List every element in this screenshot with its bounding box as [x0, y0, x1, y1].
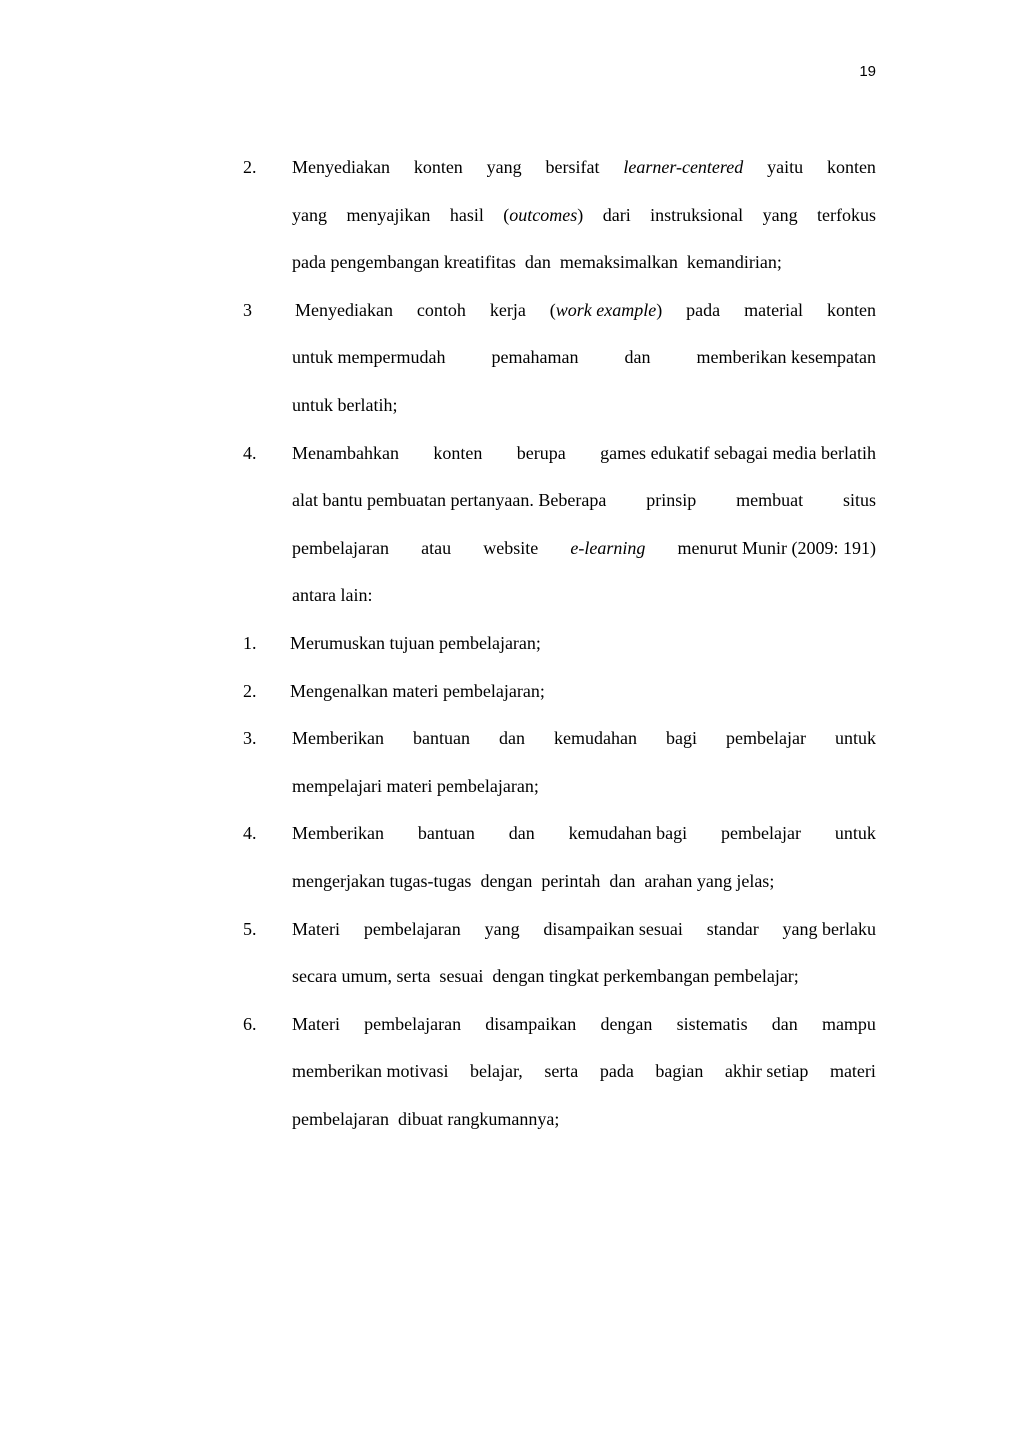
word: serta	[544, 1061, 579, 1082]
list-item-number: 6.	[243, 1013, 257, 1034]
word: Mengenalkan materi pembelajaran;	[290, 680, 545, 701]
word: dengan	[600, 1013, 653, 1034]
word: konten	[826, 157, 876, 177]
word: mengerjakan tugas-tugas dengan perintah dan arahan yang jelas;	[292, 870, 775, 891]
list-item	[243, 715, 876, 810]
word: untuk	[834, 823, 876, 844]
word: pembelajaran	[292, 537, 389, 558]
word: website	[483, 537, 539, 558]
word: berupa	[516, 442, 566, 463]
word: memberikan motivasi	[292, 1061, 449, 1082]
word: konten	[413, 157, 463, 177]
word: bantuan	[417, 823, 475, 844]
word: materi	[829, 1061, 876, 1082]
word: pembelajaran dibuat rangkumannya;	[292, 1108, 560, 1129]
word: contoh	[416, 299, 466, 320]
text-line	[292, 715, 876, 763]
word: Menambahkan	[292, 442, 399, 463]
list-item	[243, 430, 876, 620]
word: dan	[508, 823, 535, 844]
list-item-number: 1.	[243, 632, 257, 653]
word: pada	[599, 1061, 634, 1082]
text-line	[292, 239, 876, 287]
text-line	[290, 620, 876, 668]
word: mempelajari materi pembelajaran;	[292, 775, 539, 796]
word: instruksional	[650, 204, 744, 225]
document-body	[243, 144, 876, 1143]
page-number: 19	[859, 63, 876, 80]
word: akhir setiap	[724, 1061, 809, 1082]
text-line	[292, 144, 876, 192]
italic-term-wrapper: (work example)	[549, 299, 663, 320]
list-item-number: 2.	[243, 157, 257, 177]
word: menyajikan	[346, 204, 431, 225]
word: terfokus	[817, 204, 876, 225]
word: pada pengembangan kreatifitas dan memaksimalkan kemandirian;	[292, 252, 782, 273]
list-item	[243, 287, 876, 430]
italic-term: learner-centered	[623, 157, 744, 177]
list-item	[243, 810, 876, 905]
text-line	[292, 1001, 876, 1049]
word: pembelajaran	[363, 918, 461, 939]
list-item	[243, 668, 876, 716]
word: dan	[498, 728, 525, 749]
word: yang	[484, 918, 520, 939]
text-line	[292, 858, 876, 906]
italic-term: work example	[555, 299, 657, 320]
text-line	[292, 810, 876, 858]
word: dan	[771, 1013, 798, 1034]
text-line	[292, 572, 876, 620]
list-item-number: 3.	[243, 728, 257, 749]
word: bantuan	[412, 728, 470, 749]
list-item	[243, 620, 876, 668]
text-line	[292, 953, 876, 1001]
word: pemahaman	[491, 347, 579, 368]
list-item-number: 5.	[243, 918, 257, 939]
word: Materi	[292, 1013, 340, 1034]
text-line	[292, 334, 876, 382]
word: untuk berlatih;	[292, 394, 398, 415]
text-line	[292, 430, 876, 478]
list-item-number: 4.	[243, 823, 257, 844]
word: pembelajar	[726, 728, 806, 749]
text-line	[290, 668, 876, 716]
text-line	[292, 1096, 876, 1144]
word: standar	[706, 918, 759, 939]
word: yang	[486, 157, 522, 177]
list-item-number: 3	[243, 299, 252, 320]
list-item-number: 2.	[243, 680, 257, 701]
word: Memberikan	[292, 823, 384, 844]
text-line	[292, 1048, 876, 1096]
word: Merumuskan tujuan pembelajaran;	[290, 632, 541, 653]
text-line	[292, 382, 876, 430]
word: situs	[842, 490, 876, 511]
word: yang berlaku	[782, 918, 876, 939]
word: dari	[602, 204, 631, 225]
italic-term-wrapper: (outcomes)	[503, 204, 584, 225]
word: yang	[292, 204, 327, 225]
word: menurut Munir (2009: 191)	[677, 537, 876, 558]
word: konten	[827, 299, 876, 320]
text-line	[292, 906, 876, 954]
italic-term: outcomes	[509, 204, 578, 225]
word: bersifat	[545, 157, 600, 177]
word: yaitu	[767, 157, 804, 177]
word: yang	[762, 204, 798, 225]
italic-term: e-learning	[570, 537, 646, 558]
word: dan	[624, 347, 651, 368]
text-line	[292, 192, 876, 240]
list-item	[243, 906, 876, 1001]
word: belajar,	[470, 1061, 523, 1082]
word: Menyediakan	[292, 157, 390, 177]
text-line	[292, 763, 876, 811]
word: bagian	[655, 1061, 704, 1082]
word: mampu	[821, 1013, 876, 1034]
word: untuk mempermudah	[292, 347, 446, 368]
word: disampaikan sesuai	[543, 918, 683, 939]
word: membuat	[736, 490, 804, 511]
word: memberikan kesempatan	[696, 347, 876, 368]
word: Materi	[292, 918, 340, 939]
text-line	[292, 525, 876, 573]
word: alat bantu pembuatan pertanyaan. Beberapa	[292, 490, 607, 511]
word: kerja	[489, 299, 526, 320]
word: atau	[421, 537, 452, 558]
word: prinsip	[646, 490, 697, 511]
word: disampaikan	[485, 1013, 577, 1034]
word: untuk	[834, 728, 876, 749]
word: hasil	[449, 204, 484, 225]
text-line	[292, 477, 876, 525]
word: material	[744, 299, 804, 320]
word: pada	[686, 299, 721, 320]
word: sistematis	[676, 1013, 748, 1034]
word: antara lain:	[292, 585, 373, 606]
list-item	[243, 144, 876, 287]
word: Menyediakan	[295, 299, 393, 320]
word: pembelajar	[721, 823, 802, 844]
word: secara umum, serta sesuai dengan tingkat perkembangan pembelajar;	[292, 966, 799, 987]
list-item	[243, 1001, 876, 1144]
list-item-number: 4.	[243, 442, 257, 463]
word: bagi	[665, 728, 697, 749]
word: kemudahan	[554, 728, 637, 749]
word: kemudahan bagi	[568, 823, 688, 844]
word: konten	[433, 442, 483, 463]
word: pembelajaran	[364, 1013, 462, 1034]
word: games edukatif sebagai media berlatih	[600, 442, 876, 463]
word: Memberikan	[292, 728, 384, 749]
text-line	[292, 287, 876, 335]
